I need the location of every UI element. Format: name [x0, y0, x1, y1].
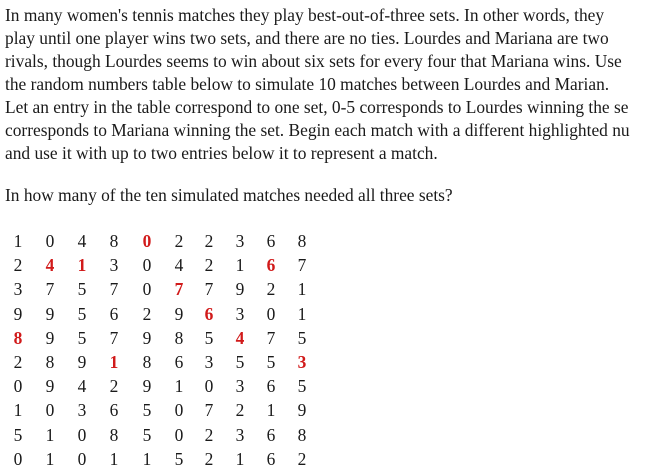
table-digit: 2	[266, 279, 276, 300]
table-digit: 0	[13, 376, 23, 397]
table-digit: 2	[204, 255, 214, 276]
table-digit: 3	[13, 279, 23, 300]
table-digit: 2	[204, 231, 214, 251]
table-digit: 5	[235, 351, 245, 372]
table-digit: 1	[45, 448, 55, 469]
table-digit: 2	[13, 255, 23, 276]
table-digit: 4	[174, 255, 184, 276]
table-digit: 9	[77, 351, 87, 372]
highlighted-digit: 6	[266, 255, 276, 276]
statement-line-6: corresponds to Mariana winning the set. Begin each match with a different highlighted nu	[5, 120, 630, 140]
table-digit: 9	[174, 303, 184, 324]
table-digit: 0	[204, 376, 214, 397]
table-digit: 8	[109, 231, 119, 251]
table-digit: 1	[142, 448, 152, 469]
table-digit: 3	[109, 255, 119, 276]
table-digit: 0	[142, 255, 152, 276]
table-digit: 1	[297, 279, 307, 300]
statement-line-4: the random numbers table below to simulate 10 matches between Lourdes and Marian.	[5, 74, 610, 94]
table-digit: 7	[297, 255, 307, 276]
table-digit: 4	[77, 231, 87, 251]
table-digit: 0	[174, 400, 184, 421]
table-row	[0, 302, 330, 326]
table-digit: 5	[297, 327, 307, 348]
table-digit: 0	[174, 424, 184, 445]
table-digit: 0	[45, 231, 55, 251]
table-digit: 1	[109, 448, 119, 469]
table-digit: 2	[297, 448, 307, 469]
table-digit: 3	[235, 303, 245, 324]
table-digit: 7	[204, 279, 214, 300]
table-digit: 5	[77, 327, 87, 348]
table-digit: 2	[174, 231, 184, 251]
table-digit: 0	[13, 448, 23, 469]
highlighted-digit: 3	[297, 351, 307, 372]
problem-statement	[5, 4, 630, 165]
highlighted-digit: 4	[45, 255, 55, 276]
table-digit: 5	[77, 303, 87, 324]
table-digit: 2	[204, 448, 214, 469]
table-digit: 1	[13, 400, 23, 421]
table-digit: 7	[204, 400, 214, 421]
statement-line-5: Let an entry in the table correspond to one set, 0-5 corresponds to Lourdes winning the se	[5, 97, 629, 117]
table-digit: 0	[142, 279, 152, 300]
table-digit: 9	[45, 327, 55, 348]
table-digit: 5	[142, 424, 152, 445]
table-digit: 6	[266, 376, 276, 397]
table-digit: 1	[13, 231, 23, 251]
table-digit: 9	[297, 400, 307, 421]
table-digit: 1	[266, 400, 276, 421]
table-digit: 8	[297, 424, 307, 445]
table-row	[0, 447, 330, 471]
table-digit: 5	[174, 448, 184, 469]
statement-line-1: In many women's tennis matches they play best-out-of-three sets. In other words, they	[5, 5, 605, 25]
table-digit: 3	[235, 231, 245, 251]
table-digit: 7	[109, 327, 119, 348]
table-digit: 1	[235, 255, 245, 276]
table-digit: 8	[297, 231, 307, 251]
table-row	[0, 326, 330, 350]
table-row	[0, 277, 330, 301]
table-digit: 6	[266, 448, 276, 469]
table-digit: 8	[45, 351, 55, 372]
table-digit: 8	[109, 424, 119, 445]
table-digit: 2	[109, 376, 119, 397]
table-digit: 9	[45, 376, 55, 397]
table-digit: 2	[13, 351, 23, 372]
table-digit: 1	[45, 424, 55, 445]
question-text: In how many of the ten simulated matches needed all three sets?	[5, 185, 453, 205]
highlighted-digit: 0	[142, 231, 152, 251]
table-digit: 1	[297, 303, 307, 324]
table-row	[0, 374, 330, 398]
table-digit: 6	[109, 400, 119, 421]
table-digit: 5	[266, 351, 276, 372]
table-digit: 3	[77, 400, 87, 421]
table-row	[0, 423, 330, 447]
table-digit: 0	[45, 400, 55, 421]
statement-line-2: play until one player wins two sets, and there are no ties. Lourdes and Mariana are two	[5, 28, 609, 48]
table-row	[0, 253, 330, 277]
table-digit: 2	[142, 303, 152, 324]
highlighted-digit: 1	[109, 351, 119, 372]
highlighted-digit: 4	[235, 327, 245, 348]
table-row	[0, 350, 330, 374]
table-digit: 9	[142, 376, 152, 397]
table-digit: 5	[77, 279, 87, 300]
highlighted-digit: 7	[174, 279, 184, 300]
table-digit: 5	[204, 327, 214, 348]
table-digit: 5	[13, 424, 23, 445]
highlighted-digit: 8	[13, 327, 23, 348]
highlighted-digit: 6	[204, 303, 214, 324]
table-digit: 2	[204, 424, 214, 445]
table-digit: 0	[77, 448, 87, 469]
table-digit: 0	[266, 303, 276, 324]
table-digit: 6	[174, 351, 184, 372]
table-digit: 1	[174, 376, 184, 397]
table-digit: 0	[77, 424, 87, 445]
random-numbers-table	[0, 229, 330, 471]
table-digit: 6	[266, 231, 276, 251]
table-digit: 7	[266, 327, 276, 348]
table-digit: 6	[266, 424, 276, 445]
table-digit: 3	[204, 351, 214, 372]
table-digit: 9	[235, 279, 245, 300]
table-digit: 9	[45, 303, 55, 324]
table-digit: 7	[109, 279, 119, 300]
table-digit: 8	[174, 327, 184, 348]
table-digit: 5	[142, 400, 152, 421]
table-row	[0, 229, 330, 253]
table-digit: 8	[142, 351, 152, 372]
highlighted-digit: 1	[77, 255, 87, 276]
statement-line-3: rivals, though Lourdes seems to win about six sets for every four that Mariana wins. Use	[5, 51, 622, 71]
table-digit: 9	[13, 303, 23, 324]
table-digit: 2	[235, 400, 245, 421]
table-digit: 3	[235, 424, 245, 445]
table-digit: 1	[235, 448, 245, 469]
table-digit: 6	[109, 303, 119, 324]
table-digit: 7	[45, 279, 55, 300]
table-digit: 3	[235, 376, 245, 397]
table-row	[0, 398, 330, 422]
table-digit: 9	[142, 327, 152, 348]
statement-line-7: and use it with up to two entries below it to represent a match.	[5, 143, 438, 163]
table-digit: 5	[297, 376, 307, 397]
table-digit: 4	[77, 376, 87, 397]
